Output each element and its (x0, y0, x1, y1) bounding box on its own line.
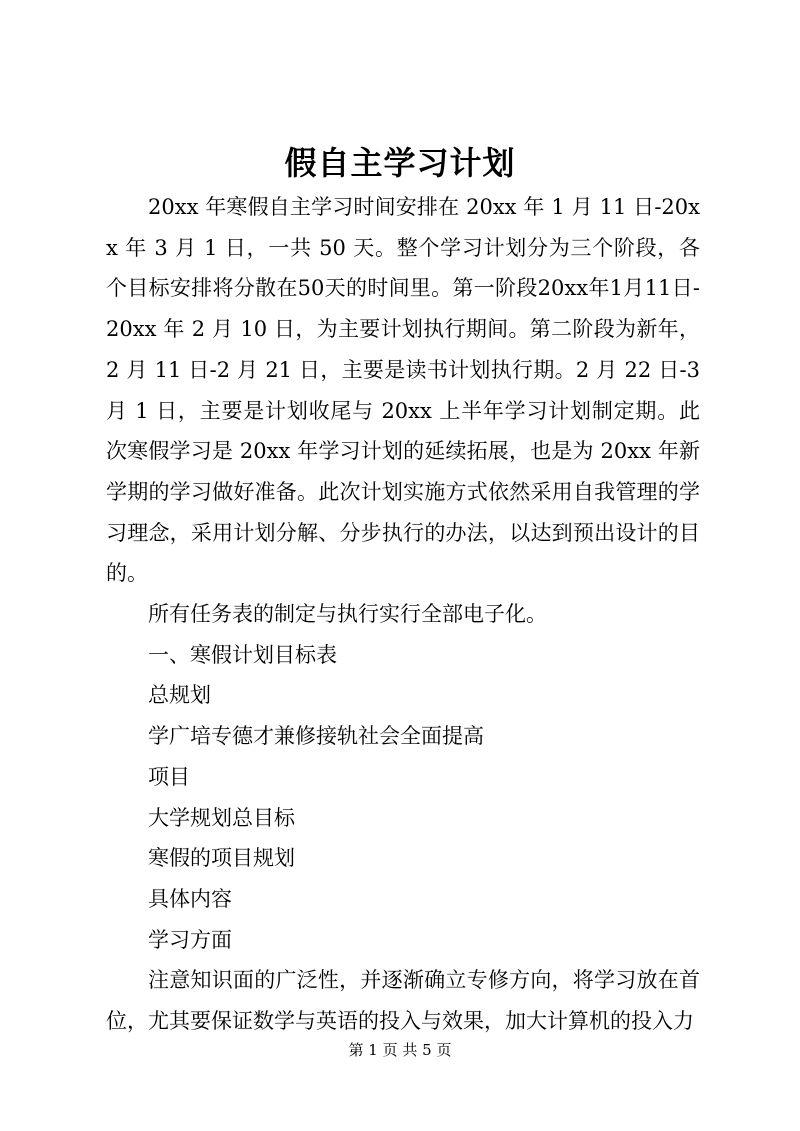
electronic-paragraph: 所有任务表的制定与执行实行全部电子化。 (148, 602, 547, 627)
section-heading: 一、寒假计划目标表 (148, 642, 337, 667)
text-line: 项目 (148, 764, 190, 789)
study-paragraph: 注意知识面的广泛性，并逐渐确立专修方向，将学习放在首位，尤其要保证数学与英语的投入与效果，加大计算机的投入力 (106, 968, 700, 1034)
text-line: 总规划 (148, 683, 211, 708)
document-body (106, 187, 700, 1042)
text-line: 学广培专德才兼修接轨社会全面提高 (148, 724, 484, 749)
text-line: 寒假的项目规划 (148, 846, 295, 871)
text-line: 学习方面 (148, 927, 232, 952)
text-line: 具体内容 (148, 886, 232, 911)
intro-paragraph: 20xx 年寒假自主学习时间安排在 20xx 年 1 月 11 日-20xx 年 3 月 1 日，一共 50 天。整个学习计划分为三个阶段，各个目标安排将分散在50天的时间里。第一阶段20xx年1月11日-20xx 年 2 月 10 日，为主要计划执行期间。第二阶段为新年，2 月 11 日-2 月 21 日，主要是读书计划执行期。2 月 22 日-3 月 1 日，主要是计划收尾与 20xx 上半年学习计划制定期。此次寒假学习是 20xx 年学习计划的延续拓展，也是为 20xx 年新学期的学习做好准备。此次计划实施方式依然采用自我管理的学习理念，采用计划分解、分步执行的办法，以达到预出设计的目的。 (106, 195, 700, 586)
document-title: 假自主学习计划 (284, 144, 516, 182)
text-line: 大学规划总目标 (148, 805, 295, 830)
page-number-footer: 第 1 页 共 5 页 (348, 1041, 452, 1059)
